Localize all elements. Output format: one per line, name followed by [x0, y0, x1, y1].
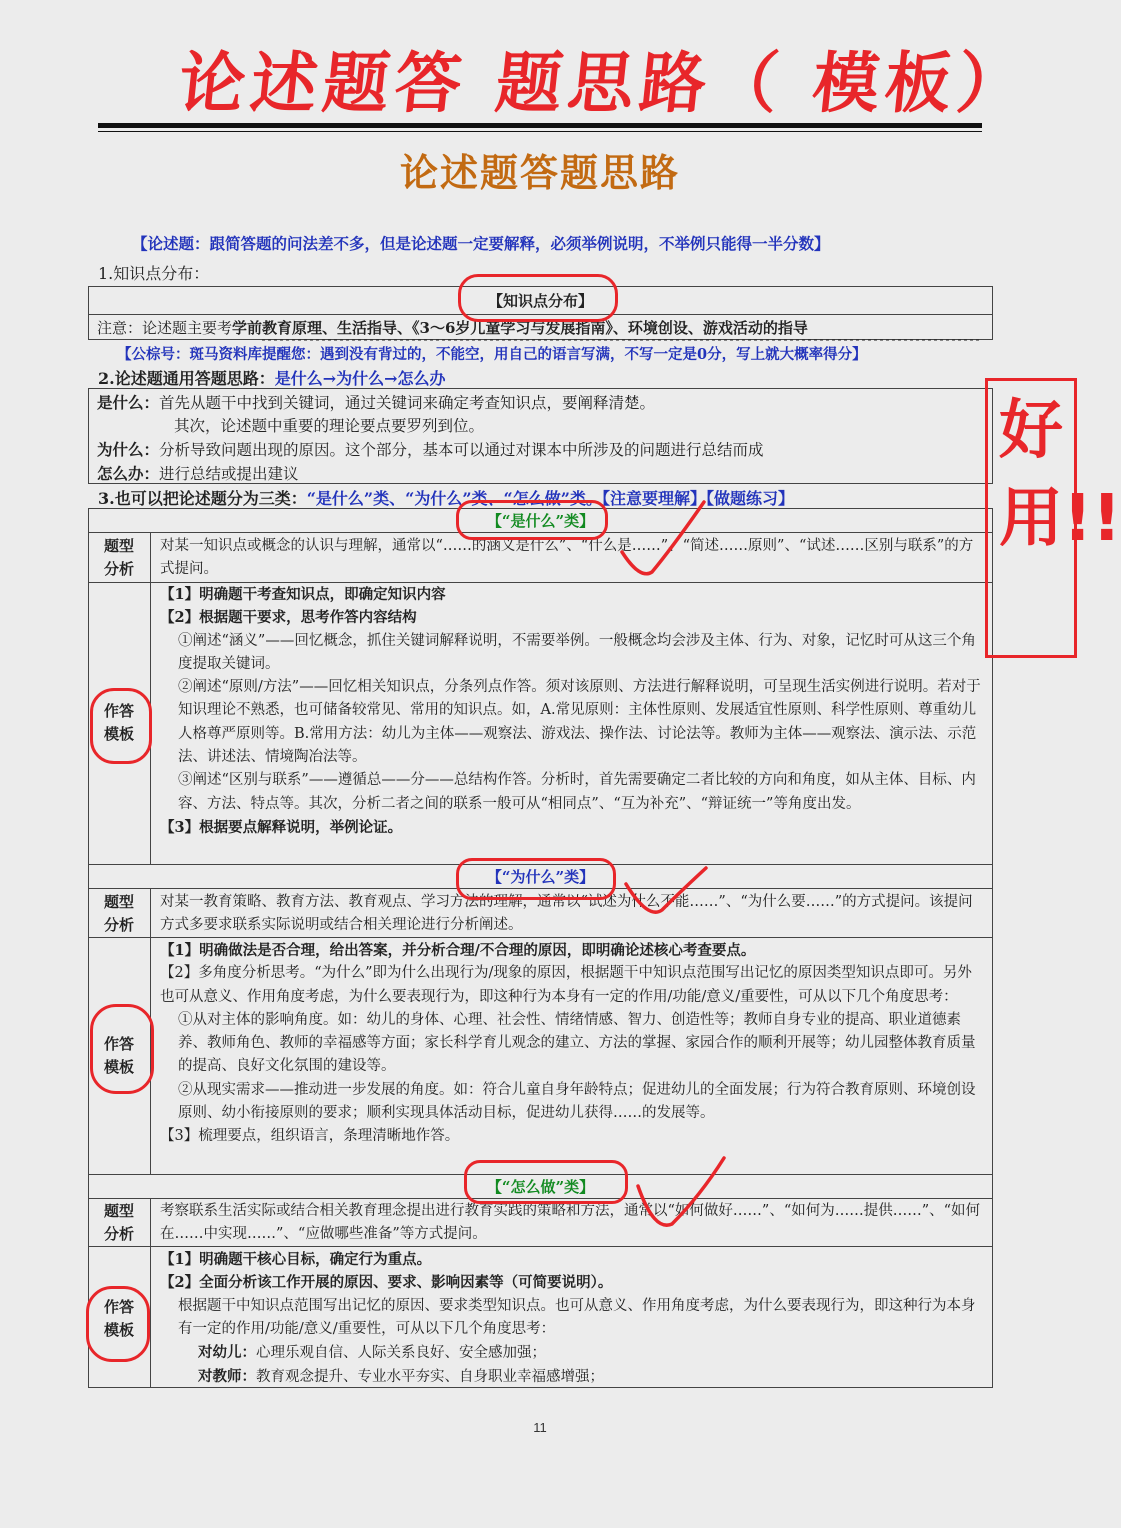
why-text: 分析导致问题出现的原因。这个部分，基本可以通过对课本中所涉及的问题进行总结而成 — [159, 441, 764, 459]
handwritten-title: 论述题答 题思路（ 模板） — [175, 45, 1034, 122]
knowledge-box-title: 【知识点分布】 — [487, 292, 593, 310]
how-block-title: 【“怎么做”类】 — [486, 1178, 595, 1196]
what-block-title: 【“是什么”类】 — [486, 512, 595, 530]
what-text2: 其次，论述题中重要的理论要点要罗列到位。 — [174, 417, 485, 435]
what-analysis: 对某一知识点或概念的认识与理解，通常以“……的涵义是什么”、“什么是……”、“简述……原则”、“试述……区别与联系”的方式提问。 — [160, 538, 974, 578]
how-text: 进行总结或提出建议 — [159, 465, 299, 483]
label-line-2: 分析 — [103, 916, 134, 934]
what-line: ③阐述“区别与联系”——遵循总——分——总结构作答。分析时，首先需要确定二者比较的方向和角度，如从主体、目标、内容、方法、特点等。其次，分析二者之间的联系一般可从“相同点”、“互为补充”、“辩证统一”等角度出发。 — [178, 772, 976, 812]
section2-heading-flow: 是什么→为什么→怎么办 — [274, 369, 446, 388]
why-block-title: 【“为什么”类】 — [486, 868, 595, 886]
section3-heading-prefix: 3.也可以把论述题分为三类： — [98, 489, 307, 508]
intro-note: 【论述题：跟简答题的问法差不多，但是论述题一定要解释，必须举例说明，不举例只能得一半分数】 — [132, 234, 830, 253]
side-note-text: 好用!! — [999, 394, 1121, 556]
why-line: ②从现实需求——推动进一步发展的角度。如：符合儿童自身年龄特点；促进幼儿的全面发展；行为符合教育原则、环境创设原则、幼小衔接原则的要求；顺利实现具体活动目标，促进幼儿获得……的发展等。 — [178, 1081, 976, 1122]
label-line-1: 作答 — [103, 1035, 134, 1053]
why-line: 【3】梳理要点，组织语言，条理清晰地作答。 — [160, 1128, 460, 1145]
label-line-2: 分析 — [103, 1225, 134, 1243]
label-line-1: 题型 — [103, 1202, 134, 1220]
label-line-2: 模板 — [103, 1058, 134, 1076]
section1-heading: 1.知识点分布： — [98, 264, 210, 283]
why-line: 【2】多角度分析思考。“为什么”即为什么出现行为/现象的原因，根据题干中知识点范围写出记忆的原因类型知识点即可。另外也可从意义、作用角度考虑，为什么要表现行为，即这种行为本身有一定的作用/功能/意义/重要性，可从以下几个角度思考： — [160, 965, 972, 1005]
how-analysis: 考察联系生活实际或结合相关教育理念提出进行教育实践的策略和方法，通常以“如何做好……”、“如何为……提供……”、“如何在……中实现……”、“应做哪些准备”等方式提问。 — [160, 1203, 981, 1243]
how-line: 根据题干中知识点范围写出记忆的原因、要求类型知识点。也可从意义、作用角度考虑，为什么要表现行为，即这种行为本身有一定的作用/功能/意义/重要性，可从以下几个角度思考： — [178, 1297, 976, 1337]
section3-heading-blue: “是什么”类、“为什么”类、“怎么做”类。【注意要理解】【做题练习】 — [306, 489, 794, 508]
label-line-2: 分析 — [103, 560, 134, 578]
side-note-good — [985, 378, 1121, 658]
check-mark-icon — [622, 502, 704, 574]
page-number: 11 — [533, 1420, 547, 1435]
label-line-1: 题型 — [103, 893, 134, 911]
what-line: 【3】根据要点解释说明，举例论证。 — [160, 818, 403, 836]
check-mark-icon — [638, 1158, 724, 1225]
label-line-1: 作答 — [103, 1298, 134, 1316]
how-line-text: 教育观念提升、专业水平夯实、自身职业幸福感增强； — [256, 1369, 604, 1386]
how-line-label: 对教师： — [198, 1368, 256, 1386]
why-line: 【1】明确做法是否合理，给出答案，并分析合理/不合理的原因，即明确论述核心考查要点。 — [160, 942, 756, 959]
promo-note: 【公棕号：斑马资料库提醒您：遇到没有背过的，不能空，用自己的语言写满，不写一定是0分，写上就大概率得分】 — [117, 346, 867, 363]
how-line: 【1】明确题干核心目标，确定行为重点。 — [160, 1251, 432, 1268]
label-line-1: 题型 — [103, 537, 134, 555]
what-text: 首先从题干中找到关键词，通过关键词来确定考查知识点，要阐释清楚。 — [159, 394, 656, 412]
knowledge-note-prefix: 注意：论述题主要考 — [97, 319, 233, 337]
how-label: 怎么办： — [97, 464, 160, 483]
check-mark-icon — [626, 868, 706, 912]
how-line-text: 心理乐观自信、人际关系良好、安全感加强； — [256, 1345, 546, 1362]
what-label: 是什么： — [97, 393, 160, 412]
label-line-2: 模板 — [103, 1321, 134, 1339]
what-line: ②阐述“原则/方法”——回忆相关知识点，分条列点作答。须对该原则、方法进行解释说明，可呈现生活实例进行说明。若对于知识理论不熟悉，也可储备较常见、常用的知识点。如，A.常见原则：主体性原则、发展适宜性原则、科学性原则、尊重幼儿人格尊严原则等。B.常用方法：幼儿为主体——观察法、游戏法、操作法、讨论法等。教师为主体——观察法、演示法、示范法、讲述法、情境陶冶法等。 — [178, 679, 981, 766]
how-line: 【2】全面分析该工作开展的原因、要求、影响因素等（可简要说明）。 — [160, 1274, 613, 1292]
document-title: 论述题答题思路 — [399, 150, 680, 195]
why-label: 为什么： — [97, 440, 160, 459]
label-line-1: 作答 — [103, 702, 134, 720]
what-line: ①阐述“涵义”——回忆概念，抓住关键词解释说明，不需要举例。一般概念均会涉及主体、行为、对象，记忆时可从这三个角度提取关键词。 — [178, 632, 976, 672]
label-line-2: 模板 — [103, 725, 134, 743]
section2-heading-prefix: 2.论述题通用答题思路： — [98, 369, 275, 388]
what-line: 【2】根据题干要求，思考作答内容结构 — [160, 609, 417, 627]
knowledge-note-subjects: 学前教育原理、生活指导、《3～6岁儿童学习与发展指南》、环境创设、游戏活动的指导 — [232, 319, 808, 337]
how-line-label: 对幼儿： — [198, 1344, 256, 1362]
why-analysis: 对某一教育策略、教育方法、教育观点、学习方法的理解，通常以“试述为什么不能……”、“为什么要……”的方式提问。该提问方式多要求联系实际说明或结合相关理论进行分析阐述。 — [160, 894, 973, 934]
why-line: ①从对主体的影响角度。如：幼儿的身体、心理、社会性、情绪情感、智力、创造性等；教师自身专业的提高、职业道德素养、教师角色、教师的幸福感等方面；家长科学育儿观念的建立、方法的掌握、家园合作的顺利开展等；幼儿园整体教育质量的提高、良好文化氛围的建设等。 — [178, 1011, 976, 1075]
what-line: 【1】明确题干考查知识点，即确定知识内容 — [160, 586, 446, 603]
